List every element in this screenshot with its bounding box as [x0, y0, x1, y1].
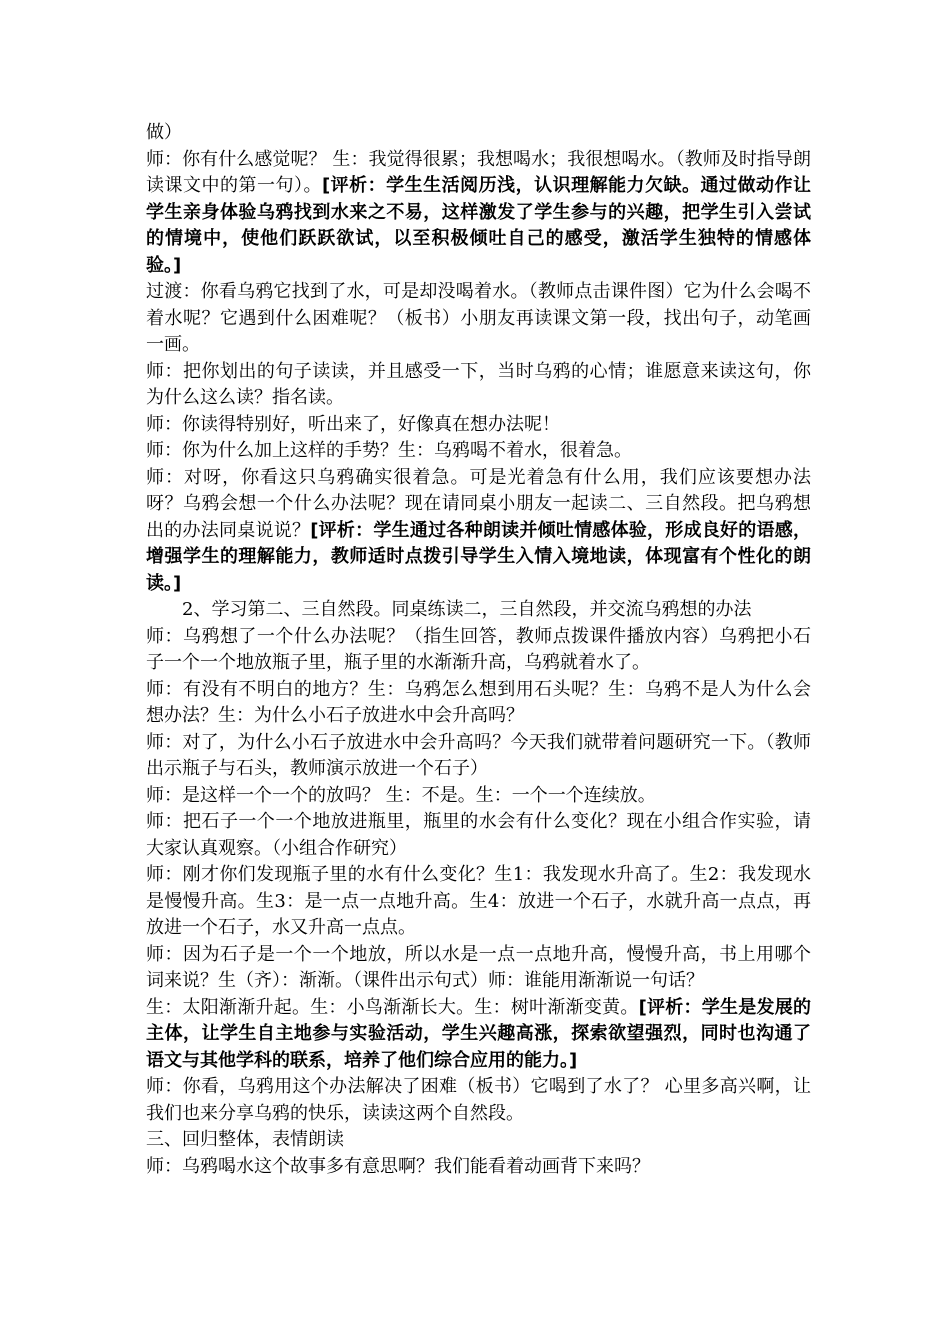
paragraph-text: 做）	[146, 122, 182, 143]
document-body	[146, 120, 811, 1180]
paragraph-dialogue	[146, 412, 811, 439]
paragraph-text: 生：太阳渐渐升起。生：小鸟渐渐长大。生：树叶渐渐变黄。	[146, 996, 639, 1018]
paragraph-dialogue	[146, 783, 811, 810]
paragraph-text: 师：是这样一个一个的放吗？ 生：不是。生：一个一个连续放。	[146, 784, 656, 806]
paragraph-text: 师：把你划出的句子读读，并且感受一下，当时乌鸦的心情；谁愿意来读这句，你为什么这么读？指名读。	[146, 360, 811, 408]
commentary-note: [评析：学生是发展的主体，让学生自主地参与实验活动，学生兴趣高涨，探索欲望强烈，同时也沟通了语文与其他学科的联系，培养了他们综合应用的能力。]	[146, 996, 811, 1071]
paragraph-text: 三、回归整体，表情朗读	[146, 1129, 344, 1150]
paragraph-dialogue	[146, 438, 811, 465]
paragraph-dialogue	[146, 942, 811, 995]
paragraph-dialogue	[146, 624, 811, 677]
paragraph-dialogue	[146, 1154, 811, 1181]
section-heading	[146, 1127, 811, 1154]
paragraph-text: 师：乌鸦想了一个什么办法呢？（指生回答，教师点拨课件播放内容）乌鸦把小石子一个一个地放瓶子里，瓶子里的水渐渐升高，乌鸦就着水了。	[146, 625, 811, 673]
paragraph-text: 师：你看，乌鸦用这个办法解决了困难（板书）它喝到了水了？ 心里多高兴啊，让我们也来分享乌鸦的快乐，读读这两个自然段。	[146, 1076, 811, 1124]
paragraph-dialogue	[146, 730, 811, 783]
paragraph-text: 2、学习第二、三自然段。同桌练读二，三自然段，并交流乌鸦想的办法	[182, 599, 752, 620]
paragraph-text: 过渡：你看乌鸦它找到了水，可是却没喝着水。（教师点击课件图）它为什么会喝不着水呢？它遇到什么困难呢？（板书）小朋友再读课文第一段，找出句子，动笔画一画。	[146, 281, 811, 355]
paragraph-dialogue	[146, 147, 811, 280]
paragraph-dialogue	[146, 677, 811, 730]
paragraph-text: 师：把石子一个一个地放进瓶里，瓶里的水会有什么变化？现在小组合作实验，请大家认真观察。（小组合作研究）	[146, 811, 811, 859]
paragraph-text: 师：刚才你们发现瓶子里的水有什么变化？生1：我发现水升高了。生2：我发现水是慢慢升高。生3：是一点一点地升高。生4：放进一个石子，水就升高一点点，再放进一个石子，水又升高一点点。	[146, 864, 811, 938]
paragraph-dialogue	[146, 809, 811, 862]
paragraph-dialogue	[146, 465, 811, 598]
paragraph-dialogue	[146, 359, 811, 412]
paragraph-text: 师：对了，为什么小石子放进水中会升高吗？今天我们就带着问题研究一下。（教师出示瓶子与石头，教师演示放进一个石子）	[146, 731, 811, 779]
paragraph-text: 师：对呀，你看这只乌鸦确实很着急。可是光着急有什么用，我们应该要想办法呀？乌鸦会想一个什么办法呢？现在请同桌小朋友一起读二、三自然段。把乌鸦想出的办法同桌说说？	[146, 466, 811, 541]
paragraph-text: 师：有没有不明白的地方？生：乌鸦怎么想到用石头呢？生：乌鸦不是人为什么会想办法？生：为什么小石子放进水中会升高吗？	[146, 678, 811, 726]
paragraph-transition	[146, 279, 811, 359]
paragraph-dialogue	[146, 995, 811, 1075]
paragraph-dialogue	[146, 1074, 811, 1127]
paragraph-text: 师：你为什么加上这样的手势？生：乌鸦喝不着水，很着急。	[146, 440, 632, 461]
commentary-note: [评析：学生生活阅历浅，认识理解能力欠缺。通过做动作让学生亲身体验乌鸦找到水来之不易，这样激发了学生参与的兴趣，把学生引入尝试的情境中，使他们跃跃欲试，以至积极倾吐自己的感受，激活学生独特的情感体验。]	[146, 175, 811, 276]
commentary-note: [评析：学生通过各种朗读并倾吐情感体验，形成良好的语感，增强学生的理解能力，教师适时点拨引导学生入情入境地读，体现富有个性化的朗读。]	[146, 519, 812, 594]
paragraph-text: 师：你读得特别好，听出来了，好像真在想办法呢！	[146, 413, 560, 435]
section-heading	[146, 597, 811, 624]
paragraph-dialogue	[146, 862, 811, 942]
paragraph-text: 师：你有什么感觉呢？ 生：我觉得很累；我想喝水；我很想喝水。（教师及时指导朗读课文中的第一句）。	[146, 148, 811, 196]
paragraph-text: 师：乌鸦喝水这个故事多有意思啊？我们能看着动画背下来吗？	[146, 1155, 650, 1177]
paragraph-text: 师：因为石子是一个一个地放，所以水是一点一点地升高，慢慢升高，书上用哪个词来说？生（齐）：渐渐。（课件出示句式）师：谁能用渐渐说一句话？	[146, 943, 811, 991]
paragraph-fragment	[146, 120, 811, 147]
